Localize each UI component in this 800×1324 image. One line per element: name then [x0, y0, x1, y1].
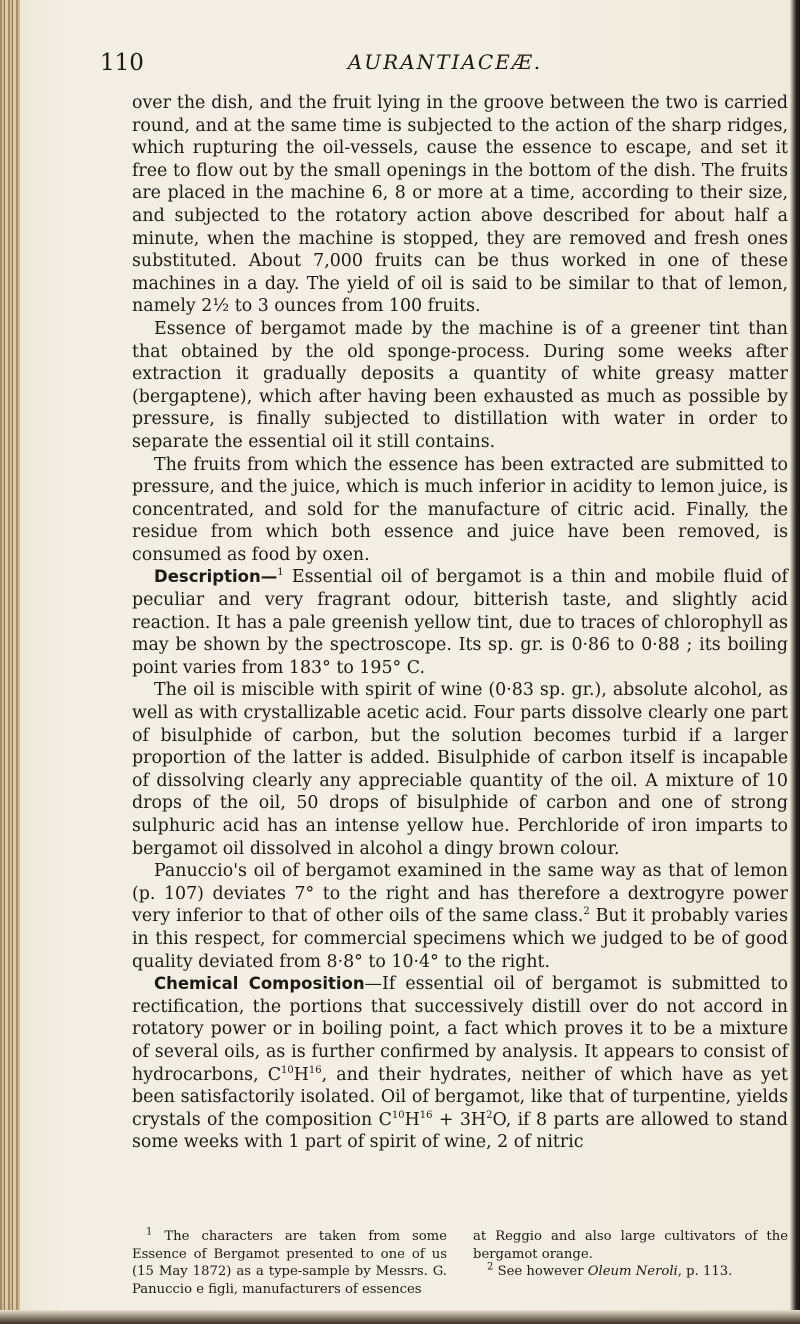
footnote-ref: 2: [583, 906, 590, 918]
footnote-column-left: [132, 1228, 447, 1298]
footnote: $^2$ See however Oleum Neroli, p. 113.: [487, 1261, 733, 1279]
footnote-ref: 1: [277, 567, 284, 579]
paragraph: The fruits from which the essence has been extracted are submitted to pressure, and the juice, which is much inferior in acidity to lemon juice, is concentrated, and sold for the manufacture of citric acid. Finally, the residue from which both essence and juice have been removed, is consumed as food by oxen.: [132, 454, 788, 565]
footnote-continuation: at Reggio and also large cultivators of the bergamot orange.: [473, 1229, 788, 1262]
paragraph: over the dish, and the fruit lying in the groove between the two is carried round, and at the same time is subjected to the action of the sharp ridges, which rupturing the oil-vessels, cause the essence to escape, and set it free to flow out by the small openings in the bottom of the dish. The fruits are placed in the machine 6, 8 or more at a time, according to their size, and subjected to the rotatory action above described for about half a minute, when the machine is stopped, they are removed and fresh ones substituted. About 7,000 fruits can be thus worked in one of these machines in a day. The yield of oil is said to be similar to that of lemon, namely 2½ to 3 ounces from 100 fruits.: [132, 93, 788, 317]
page-shadow-edge: [790, 0, 800, 1324]
footnote-column-right: [473, 1228, 788, 1298]
section-heading-description: Description—: [154, 567, 278, 587]
section-heading-chemical-composition: Chemical Composition: [154, 974, 365, 994]
footnote: $^1$ The characters are taken from some Essence of Bergamot presented to one of us (15 May 1872) as a type-sample by Messrs. G. Panuccio e figli, manufacturers of essences: [132, 1226, 447, 1297]
page-header: [100, 50, 790, 78]
paragraph: Essence of bergamot made by the machine is of a greener tint than that obtained by the old sponge-process. During some weeks after extraction it gradually deposits a quantity of white greasy matter (bergaptene), which after having been exhausted as much as possible by pressure, is finally subjected to distillation with water in order to separate the essential oil it still contains.: [132, 318, 788, 452]
footnotes: [132, 1228, 788, 1298]
page-bottom-edge: [0, 1310, 800, 1324]
paragraph: The oil is miscible with spirit of wine (0·83 sp. gr.), absolute alcohol, as well as with crystallizable acetic acid. Four parts dissolve clearly one part of bisulphide of carbon, but the solution becomes turbid if a larger proportion of the latter is added. Bisulphide of carbon itself is incapable of dissolving clearly any appreciable quantity of the oil. A mixture of 10 drops of the oil, 50 drops of bisulphide of carbon and one of strong sulphuric acid has an intense yellow hue. Perchloride of iron imparts to bergamot oil dissolved in alcohol a dingy brown colour.: [132, 680, 788, 859]
book-binding-edge: [0, 0, 20, 1324]
page-number: 110: [100, 50, 144, 76]
paragraph: Panuccio's oil of bergamot examined in the same way as that of lemon (p. 107) deviates 7° to the right and has therefore a dextrogyre power very inferior to that of other oils of the same class.$^2$ But it probably varies in this respect, for commercial specimens which we judged to be of good quality deviated from 8·8° to 10·4° to the right.: [132, 861, 788, 972]
body-text: [132, 92, 788, 1154]
running-head: AURANTIACEÆ.: [347, 50, 543, 74]
paragraph-chemical-composition: Chemical Composition—If essential oil of bergamot is submitted to rectification, the portions that successively distill over do not accord in rotatory power or in boiling point, a fact which proves it to be a mixture of several oils, as is further confirmed by analysis. It appears to consist of hydrocarbons, $C^{10}H^{16}$, and their hydrates, neither of which have as yet been satisfactorily isolated. Oil of bergamot, like that of turpentine, yields crystals of the composition $C^{10}H^{16} + 3H^2O$, if 8 parts are allowed to stand some weeks with 1 part of spirit of wine, 2 of nitric: [132, 974, 788, 1153]
paragraph-description: Description—$^1$ Essential oil of bergamot is a thin and mobile fluid of peculiar and very fragrant odour, bitterish taste, and slightly acid reaction. It has a pale greenish yellow tint, due to traces of chlorophyll as may be shown by the spectroscope. Its sp. gr. is 0·86 to 0·88 ; its boiling point varies from 183° to 195° C.: [132, 567, 788, 678]
